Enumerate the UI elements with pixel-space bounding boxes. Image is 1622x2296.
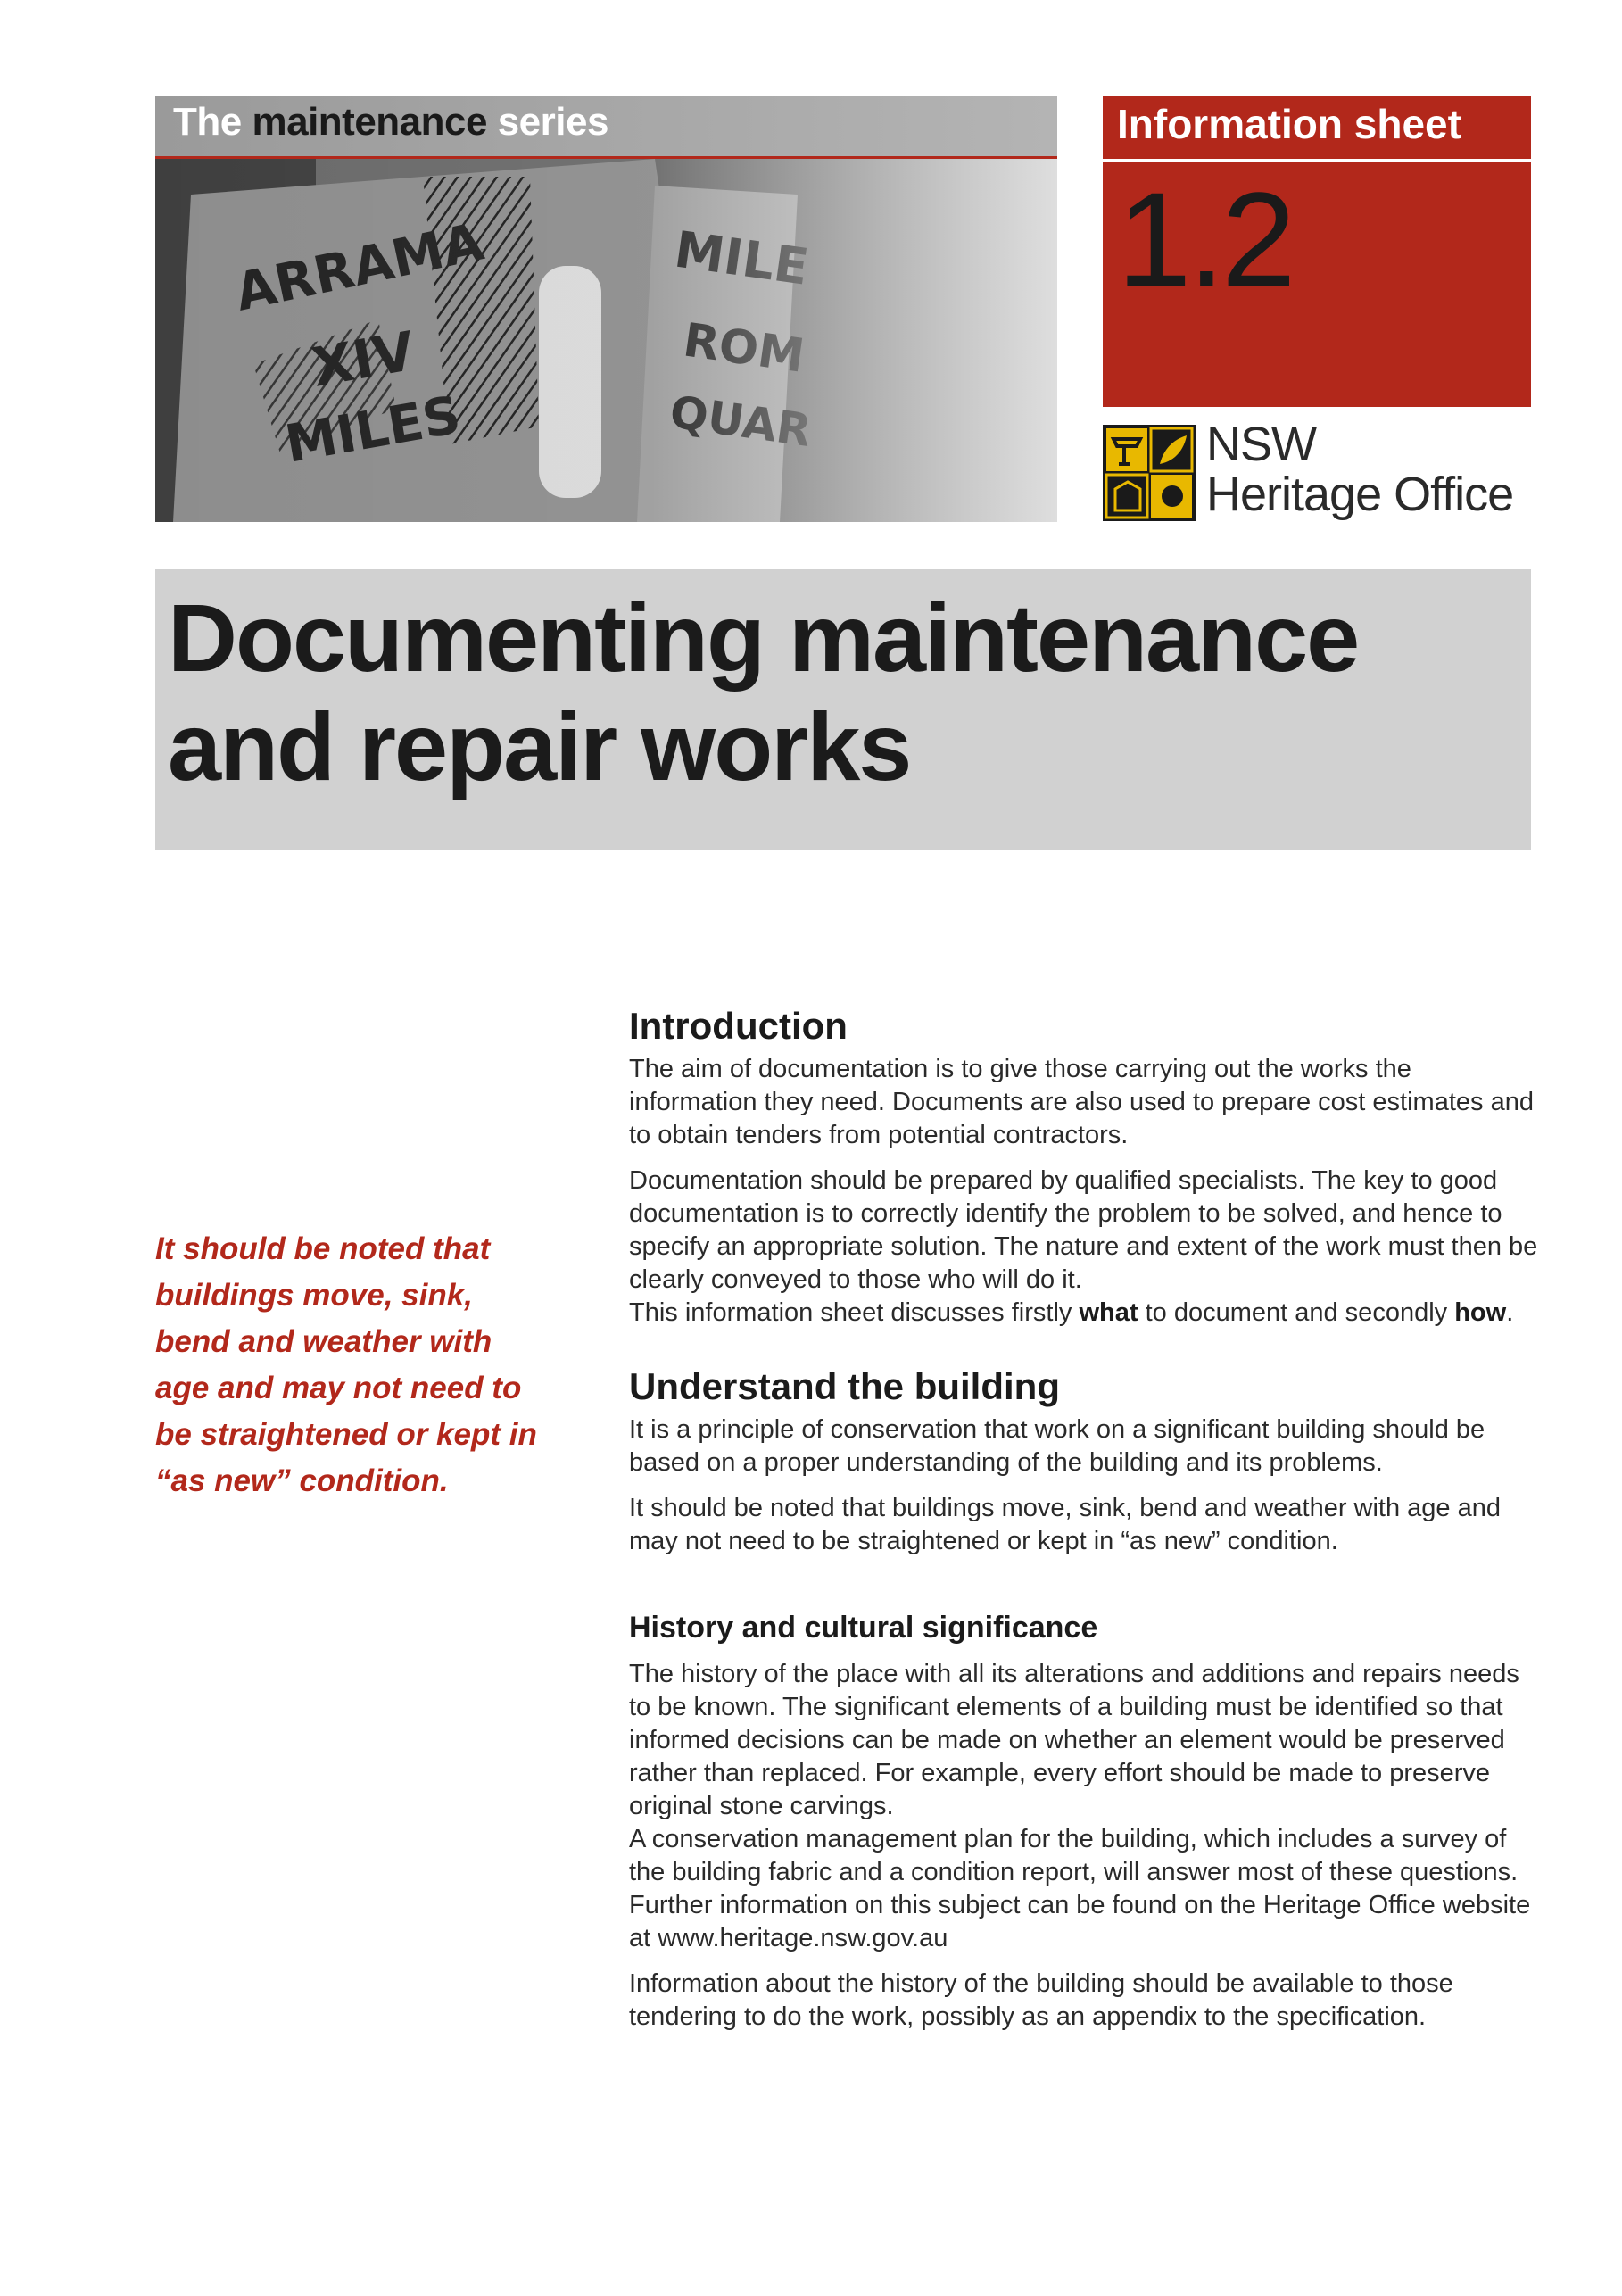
- heritage-office-name: [1206, 419, 1513, 519]
- intro-p3-part-e: .: [1506, 1298, 1514, 1327]
- heading-history-significance: History and cultural significance: [629, 1611, 1098, 1645]
- intro-p3-how: how: [1454, 1298, 1507, 1327]
- series-word-maintenance: maintenance: [252, 100, 487, 144]
- understand-paragraph-1: It is a principle of conservation that work on a significant building should be based on a proper understanding of the building and its problems.: [629, 1415, 1485, 1477]
- heading-understand-building: Understand the building: [629, 1365, 1060, 1407]
- info-sheet-label: Information sheet: [1117, 101, 1461, 147]
- logo-line-heritage-office: Heritage Office: [1206, 468, 1514, 521]
- intro-p3-part-c: to document and secondly: [1138, 1298, 1455, 1327]
- history-paragraph-1: The history of the place with all its alterations and additions and repairs needs to be known. The significant elements of a building must be identified so that informed decisions can be made on whether an element would be preserved rather than replaced. For example, every effort should be made to preserve original stone carvings.: [629, 1660, 1519, 1820]
- intro-paragraph-3: [629, 1297, 1539, 1330]
- intro-p3-what: what: [1079, 1298, 1138, 1327]
- intro-paragraph-2: Documentation should be prepared by qualified specialists. The key to good documentation is to correctly identify the problem to be solved, and hence to specify an appropriate solution. The nature and extent of the work must then be clearly conveyed to those who will do it.: [629, 1166, 1538, 1294]
- intro-p3-part-a: This information sheet discusses firstly: [629, 1298, 1080, 1327]
- series-word-the: The: [173, 100, 242, 144]
- intro-paragraph-1: The aim of documentation is to give those carrying out the works the information they need. Documents are also used to prepare cost estimates and to obtain tenders from potential contractors.: [629, 1055, 1534, 1149]
- title-line-1: Documenting maintenance: [168, 584, 1359, 692]
- history-paragraph-2: A conservation management plan for the building, which includes a survey of the building fabric and a condition report, will answer most of these questions. Further information on this subject can be found on the Heritage Office website at www.heritage.nsw.gov.au: [629, 1825, 1531, 1952]
- info-sheet-box: [1103, 96, 1531, 407]
- main-content: [629, 999, 1539, 2034]
- milestone-photo: [155, 159, 1057, 522]
- series-word-series: series: [497, 100, 608, 144]
- pull-quote: It should be noted that buildings move, sink, bend and weather with age and may not need to be straightened or kept in “as new” condition.: [155, 1231, 537, 1498]
- sheet-number: 1.2: [1117, 164, 1293, 314]
- heritage-office-logo-icon: [1103, 425, 1196, 521]
- heading-introduction: Introduction: [629, 1005, 848, 1047]
- page-title: [168, 584, 1358, 801]
- series-title: [155, 96, 1057, 159]
- series-banner: [155, 96, 1057, 522]
- title-box: [155, 569, 1531, 850]
- title-line-2: and repair works: [168, 692, 911, 800]
- history-paragraph-3: Information about the history of the building should be available to those tendering to do the work, possibly as an appendix to the specification.: [629, 1969, 1453, 2031]
- understand-paragraph-2: It should be noted that buildings move, sink, bend and weather with age and may not need to be straightened or kept in “as new” condition.: [629, 1494, 1501, 1555]
- logo-line-nsw: NSW: [1206, 418, 1316, 471]
